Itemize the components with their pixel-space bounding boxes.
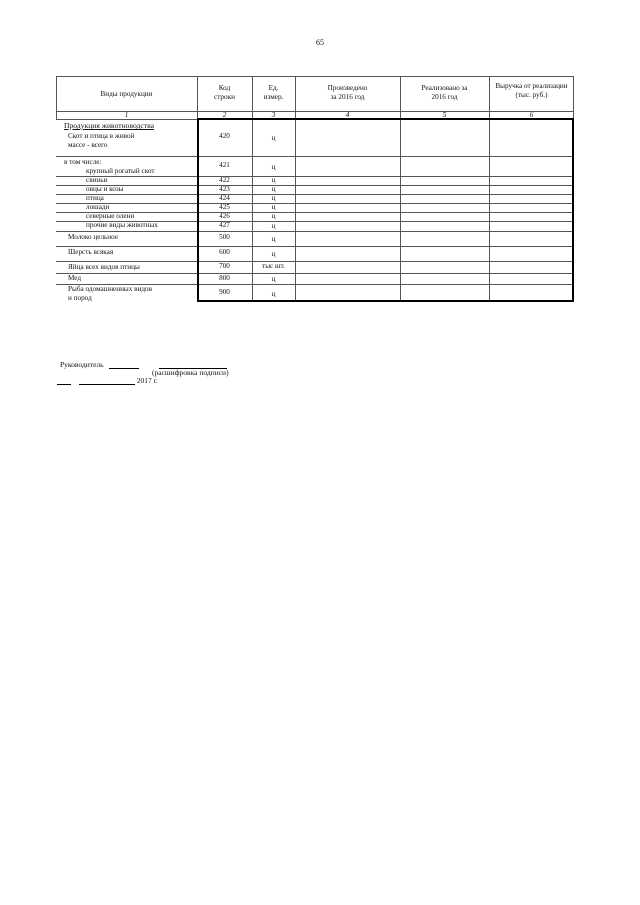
row-code: 422 bbox=[219, 176, 230, 184]
row-unit: ц bbox=[271, 194, 276, 202]
row-unit: ц bbox=[271, 176, 276, 184]
row-unit: ц bbox=[271, 235, 276, 243]
row-code: 420 bbox=[219, 132, 230, 140]
section-title: Продукция животноводства bbox=[64, 121, 154, 130]
header-unit-line1: Ед. bbox=[268, 84, 279, 92]
row-code: 900 bbox=[219, 288, 230, 296]
row-name: Скот и птица в живой bbox=[68, 132, 135, 140]
row-name: лошади bbox=[86, 203, 110, 211]
row-unit: ц bbox=[271, 185, 276, 193]
row-code: 421 bbox=[219, 161, 230, 169]
day-line bbox=[57, 384, 71, 385]
col-number: 2 bbox=[222, 111, 227, 119]
row-name: Шерсть всякая bbox=[68, 248, 114, 256]
row-code: 600 bbox=[219, 248, 230, 256]
row-name: свиньи bbox=[86, 176, 108, 184]
header-produced-line2: за 2016 год bbox=[330, 93, 365, 102]
table-top-rule bbox=[56, 76, 574, 77]
header-code-line1: Код bbox=[218, 84, 231, 92]
header-code bbox=[197, 84, 252, 103]
row-name: северные олени bbox=[86, 212, 135, 220]
row-unit: ц bbox=[271, 134, 276, 142]
row-name: птица bbox=[86, 194, 104, 202]
row-code: 423 bbox=[219, 185, 230, 193]
header-sold-line1: Реализовано за bbox=[421, 84, 468, 92]
row-code: 700 bbox=[219, 262, 230, 270]
col-number: 4 bbox=[345, 111, 350, 119]
year-label: 2017 г. bbox=[136, 376, 158, 385]
header-unit bbox=[252, 84, 295, 103]
row-name: в том числе: bbox=[64, 158, 102, 166]
header-sold-line2: 2016 год bbox=[431, 93, 458, 102]
production-table bbox=[56, 76, 574, 308]
row-code: 424 bbox=[219, 194, 230, 202]
header-produced-line1: Произведено bbox=[327, 84, 368, 92]
row-code: 427 bbox=[219, 221, 230, 229]
row-code: 425 bbox=[219, 203, 230, 211]
row-unit: ц bbox=[271, 222, 276, 230]
date-row bbox=[57, 376, 229, 385]
row-name: Рыба одомашненных видов bbox=[68, 285, 153, 293]
row-name: Яйца всех видов птицы bbox=[68, 263, 140, 271]
signature-block bbox=[60, 360, 229, 385]
row-name: прочие виды животных bbox=[86, 221, 158, 229]
header-sold bbox=[400, 84, 489, 103]
row-unit: ц bbox=[271, 203, 276, 211]
header-revenue-line1: Выручка от реализации bbox=[495, 82, 568, 90]
header-product: Виды продукции bbox=[100, 90, 153, 98]
decode-hint: (расшифровка подписи) bbox=[152, 368, 229, 377]
row-name: и пород bbox=[68, 294, 92, 302]
row-unit: ц bbox=[271, 275, 276, 283]
row-name: крупный рогатый скот bbox=[86, 167, 155, 175]
row-name: овцы и козы bbox=[86, 185, 124, 193]
month-line bbox=[79, 384, 135, 385]
header-unit-line2: измер. bbox=[263, 93, 284, 102]
row-unit: ц bbox=[271, 290, 276, 298]
row-code: 500 bbox=[219, 233, 230, 241]
col-number: 5 bbox=[442, 111, 447, 119]
row-name: Мед bbox=[68, 274, 82, 282]
row-name: Молоко цельное bbox=[68, 233, 119, 241]
header-code-line2: строки bbox=[214, 93, 235, 102]
header-revenue bbox=[489, 82, 574, 101]
row-unit: ц bbox=[271, 163, 276, 171]
head-label: Руководитель bbox=[60, 360, 104, 369]
row-unit: ц bbox=[271, 250, 276, 258]
signature-line bbox=[109, 368, 139, 369]
row-code: 800 bbox=[219, 274, 230, 282]
row-unit: тыс шт. bbox=[262, 262, 285, 270]
header-produced bbox=[295, 84, 400, 103]
col-number: 1 bbox=[124, 111, 129, 119]
row-unit: ц bbox=[271, 212, 276, 220]
header-revenue-line2: (тыс. руб.) bbox=[515, 91, 548, 100]
col-number: 6 bbox=[529, 111, 534, 119]
row-code: 426 bbox=[219, 212, 230, 220]
page-number: 65 bbox=[316, 38, 324, 47]
col-number: 3 bbox=[271, 111, 276, 119]
row-name: массе - всего bbox=[68, 141, 108, 149]
